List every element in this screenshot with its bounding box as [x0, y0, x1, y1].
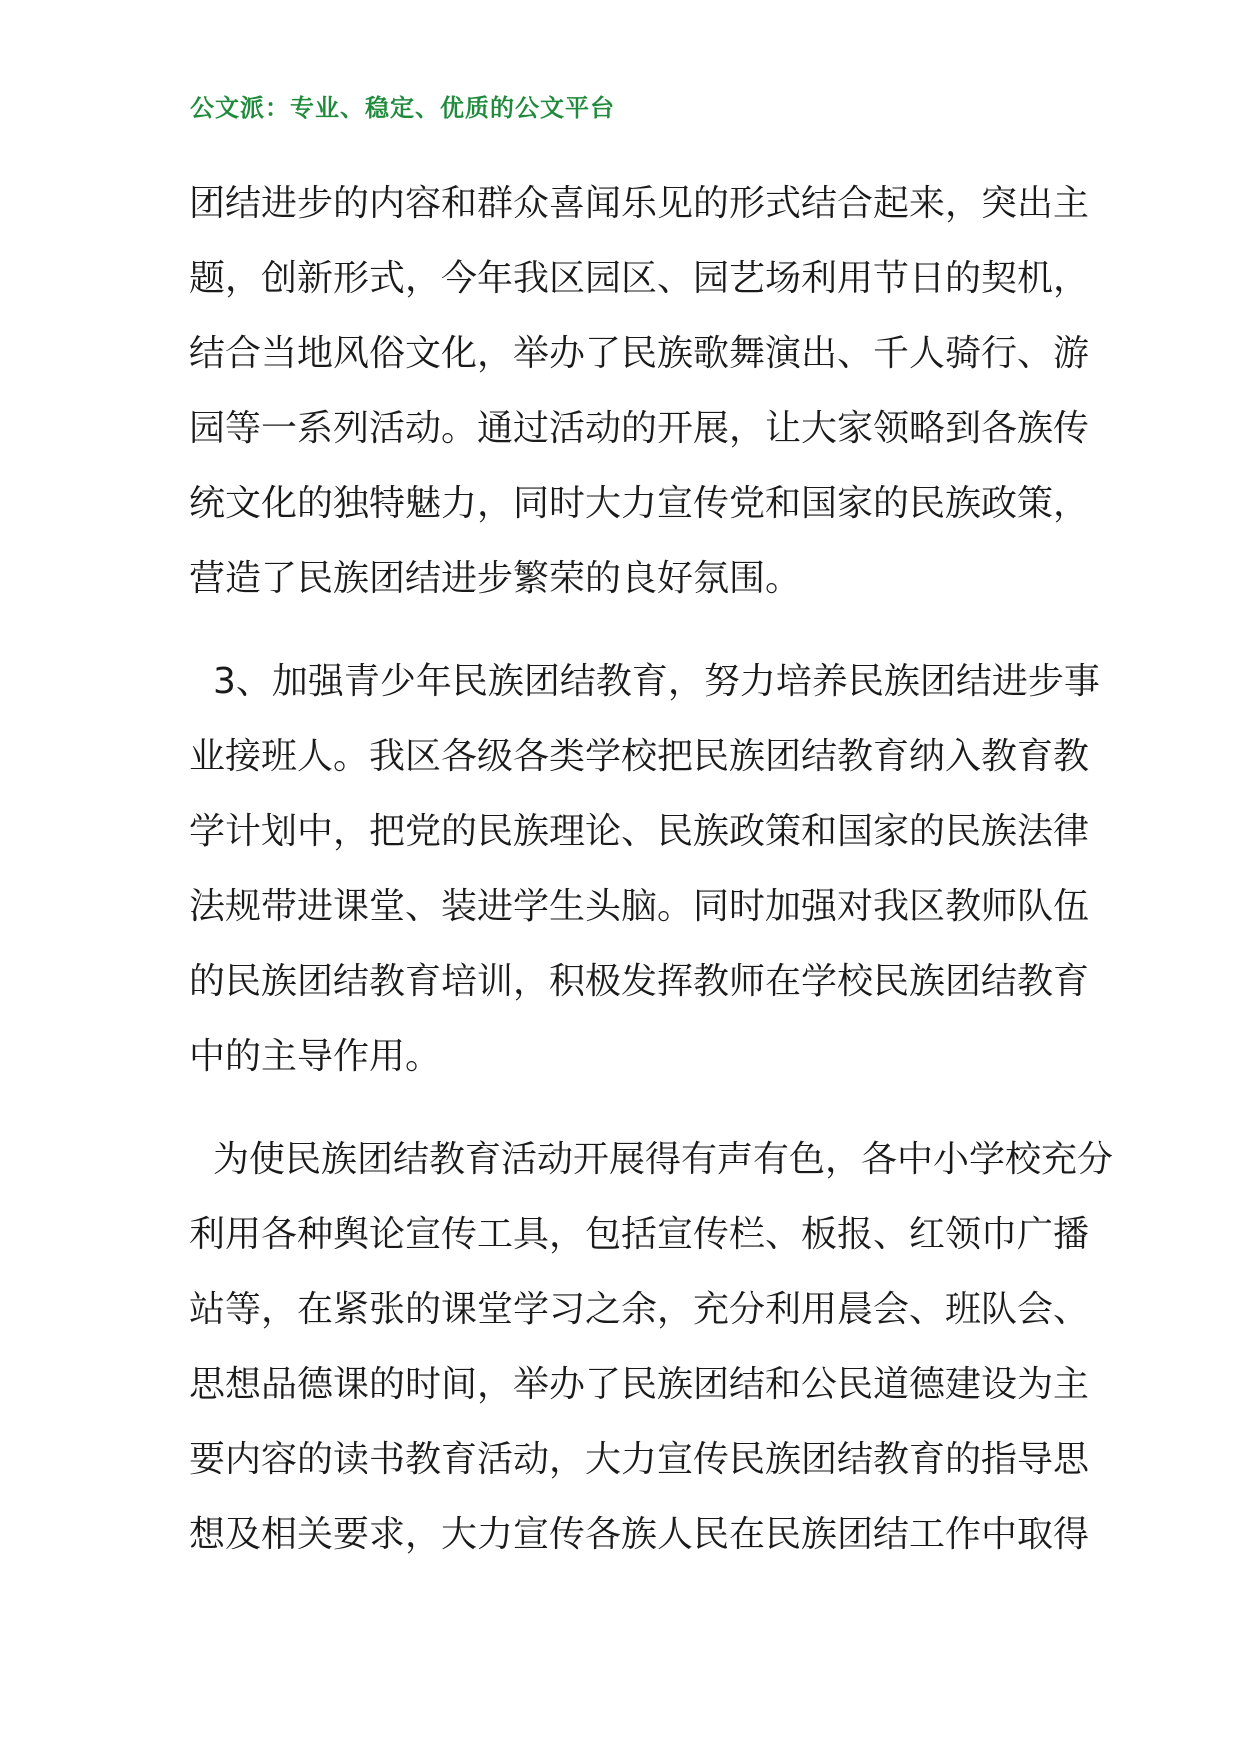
text-line: 法规带进课堂、装进学生头脑。同时加强对我区教师队伍: [189, 886, 1090, 927]
text-line: 的民族团结教育培训，积极发挥教师在学校民族团结教育: [189, 961, 1090, 1002]
paragraph: [189, 644, 1100, 1094]
text-line: 中的主导作用。: [189, 1036, 442, 1077]
text-line: 统文化的独特魅力，同时大力宣传党和国家的民族政策，: [189, 483, 1090, 524]
text-line: 园等一系列活动。通过活动的开展，让大家领略到各族传: [189, 408, 1090, 449]
text-line: 站等，在紧张的课堂学习之余，充分利用晨会、班队会、: [189, 1289, 1090, 1330]
text-line: 要内容的读书教育活动，大力宣传民族团结教育的指导思: [189, 1439, 1090, 1480]
text-line: 营造了民族团结进步繁荣的良好氛围。: [189, 558, 802, 599]
text-line: 结合当地风俗文化，举办了民族歌舞演出、千人骑行、游: [189, 333, 1090, 374]
text-line: 3、加强青少年民族团结教育，努力培养民族团结进步事: [213, 661, 1100, 702]
text-line: 团结进步的内容和群众喜闻乐见的形式结合起来，突出主: [189, 183, 1090, 224]
paragraph: [189, 1122, 1114, 1572]
text-line: 学计划中，把党的民族理论、民族政策和国家的民族法律: [189, 811, 1090, 852]
text-line: 想及相关要求，大力宣传各族人民在民族团结工作中取得: [189, 1514, 1090, 1555]
text-line: 为使民族团结教育活动开展得有声有色，各中小学校充分: [213, 1139, 1114, 1180]
text-line: 业接班人。我区各级各类学校把民族团结教育纳入教育教: [189, 736, 1090, 777]
text-line: 题，创新形式，今年我区园区、园艺场利用节日的契机，: [189, 258, 1090, 299]
text-line: 思想品德课的时间，举办了民族团结和公民道德建设为主: [189, 1364, 1090, 1405]
document-body: [189, 166, 1114, 1600]
text-line: 利用各种舆论宣传工具，包括宣传栏、板报、红领巾广播: [189, 1214, 1090, 1255]
paragraph: [189, 166, 1090, 616]
page-header-title: 公文派：专业、稳定、优质的公文平台: [190, 94, 615, 122]
